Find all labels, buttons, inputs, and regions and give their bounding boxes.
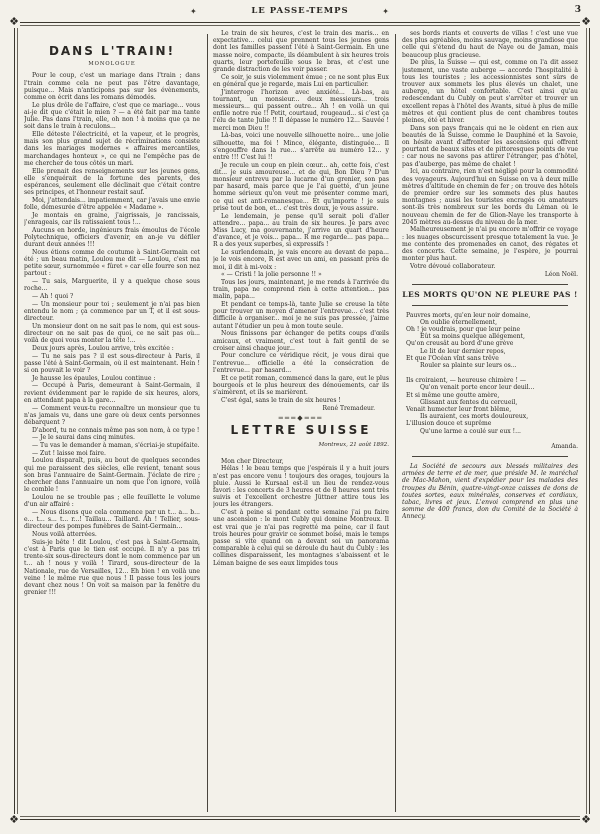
masthead-title: LE PASSE-TEMPS	[251, 6, 349, 16]
corner-ornament-bottom-left: ❖	[9, 813, 19, 826]
poem-line: Qu'une larme a coulé sur eux !...	[420, 427, 521, 435]
paragraph: J'interroge l'horizon avec anxiété... Là-bas, au tournant, un monsieur... deux messieurs... trois messieurs... qui passent outre... Ah ! en voilà un qui enfile notre rue !! Petit, courtaud, rougeaud... si c'est ça l'élu de tante Julie !! Il dépasse le numéro 12... Sauvée ! merci mon Dieu !!	[213, 88, 389, 132]
paragraph: C'est égal, sans le train de six heures !	[221, 396, 341, 404]
closing-notice: La Société de secours aux blessés militaires des armées de terre et de mer, que préside M. le maréchal de Mac-Mahon, vient d'expédier pour les malades des troupes du Bénin, quatre-vingt-onze caisses de dons de toutes sortes, eaux minérales, conserves et cordiaux, tabac, livres et jeux. L'envoi comprend en plus une somme de 400 francs, don du Comité de la Société à Annecy.	[402, 463, 578, 521]
poem-line: On oublie éternellement,	[420, 318, 498, 326]
page-number: 3	[574, 5, 582, 15]
paragraph: Elle déteste l'électricité, et la vapeur, et le progrès, mais son plus grand sujet de récriminations consiste dans les mariages modernes « affaires mercantiles, marchandages honteux », ce qui ne l'empêche pas de me chercher de tous côtés un mari.	[24, 131, 200, 167]
paragraph: — Tu sais, Marguerite, il y a quelque chose sous roche...	[24, 278, 200, 293]
paragraph: Et pendant ce temps-là, tante Julie se creuse la tête pour trouver un moyen d'amener l'entrevue... c'est très difficile à organiser... moi je ne suis pas pressée, j'aime autant l'étudier un peu à mon toute seule.	[213, 301, 389, 330]
poem-line: Rouler sa plainte sur leurs os...	[420, 362, 517, 370]
paragraph: — Un monsieur pour toi ; seulement je n'ai pas bien entendu le nom ; ça commence par un T, et il est sous-directeur.	[24, 300, 200, 323]
paragraph: Votre dévoué collaborateur.	[410, 263, 496, 270]
paragraph: Et ce petit roman, commencé dans la gare, eut le plus bourgeois et le plus heureux des dénouements, car ils s'aimèrent, et ils se marièrent.	[213, 374, 389, 396]
article-signature: René Tremadeur.	[322, 404, 375, 412]
column-middle	[213, 30, 389, 810]
header-ornament-right: ✦	[382, 7, 390, 16]
paragraph: ses bords riants et couverts de villas ! c'est une vue des plus agréables, moins sauvage, moins grandiose que celle qui s'étend du haut de Naye ou de Jaman, mais beaucoup plus gracieuse.	[402, 30, 578, 59]
paragraph: Je montais en graine, j'aigrissais, je rancissais, j'enrageais, car ils ratissaient tous !...	[24, 211, 200, 226]
paragraph: Nous voilà atterrées.	[32, 531, 97, 538]
paragraph: Loulou ne se trouble pas ; elle feuillette le volume d'un air affairé :	[24, 493, 200, 509]
paragraph: C'est à peine si pendant cette semaine j'ai pu faire une ascension : le mont Cubly qui domine Montreux. Il est vrai que je n'ai pas regretté ma peine, car il faut trois heures pour gravir ce sommet boisé, mais le temps passe si vite quand on a devant soi un panorama comparable à celui qui se déroule du haut du Cubly : les collines disparaissent, les montagnes s'abaissent et le Léman baigne de ses eaux limpides tous	[213, 509, 389, 567]
paragraph: De plus, la Suisse — qui est, comme on l'a dit assez justement, une vaste auberge — accorde l'hospitalité à tous les touristes ; les accessionnistes sont sûrs de trouver aux sommets les plus élevés un chalet, une auberge, un hôtel confortable. C'est ainsi qu'au redescendant du Cubly on peut s'arrêter et trouver un excellent repas à l'hôtel des Avants, situé à plus de mille mètres et qui contient plus de cent chambres toutes pleines, été et hiver.	[402, 59, 578, 124]
poem-line: Ils auraient, ces morts douloureux,	[420, 413, 529, 421]
corner-ornament-bottom-right: ❖	[581, 813, 591, 826]
poem-line: Eût sa moins quelque allégement,	[420, 333, 525, 341]
paragraph: — Nous disons que cela commence par un t... a... b... e... t... s... t... r...! Taillau... Taillard. Ah ! Tellier, sous-directeur des pompes funèbres de Saint-Germain...	[24, 508, 200, 531]
poem-title: LES MORTS QU'ON NE PLEURE PAS !	[402, 290, 578, 300]
poem-line: Venait humecter leur front blême,	[406, 406, 512, 414]
paragraph: Hélas ! le beau temps que j'espérais il y a huit jours n'est pas encore venu ! toujours des orages, toujours la pluie. Aussi le Kursaal est-il un lieu de rendez-vous favori : les concerts de 3 heures et de 8 heures sont très suivis et l'excellent orchestre Jüttner attire tous les jours les étrangers.	[213, 465, 389, 509]
poem-line: L'illusion douce et suprême	[406, 420, 492, 428]
paragraph: Moi, j'attendais... impatiemment, car j'avais une envie folle, démesurée d'être appelée « Madame ».	[24, 196, 200, 212]
paragraph: Loulou disparaît, puis, au bout de quelques secondes qui me paraissent des siècles, elle revient, tenant sous son bras l'annuaire de Saint-Germain. J'éclate de rire ; chercher dans l'annuaire un nom que l'on ignore, voilà le comble !	[24, 457, 200, 494]
paragraph: Tous les jours, maintenant, je me rends à l'arrivée du train, papa ne comprend rien à cette attention... pas malin, papa...	[213, 278, 389, 301]
paragraph: « — Cristi ! la jolie personne !! »	[221, 271, 322, 279]
paragraph: — Comment veux-tu reconnaître un monsieur que tu n'as jamais vu, dans une gare où deux cents personnes débarquent ?	[24, 404, 200, 426]
page-header	[10, 2, 590, 20]
letter-salutation: Mon cher Directeur,	[221, 457, 284, 465]
letter-dateline: Montreux, 21 août 1892.	[318, 442, 389, 449]
paragraph: — Je le saurai dans cinq minutes.	[32, 434, 135, 442]
paragraph: Deux jours après, Loulou arrive, très excitée :	[32, 344, 174, 352]
paragraph: Là-bas, voici une nouvelle silhouette noire... une jolie silhouette, ma foi ! Mince, élégante, distinguée... Il s'engouffre dans la rue... s'arrête au numéro 12... y entre !!! C'est lui !!	[213, 132, 389, 161]
paragraph: Le lendemain, je pense qu'il serait poli d'aller attendre... papa... au train de six heures. Je pars avec Miss Lucy, ma gouvernante, j'arrive un quart d'heure d'avance, et je vois... papa... R me regarde... pas papa... R a des yeux superbes, si expressifs !	[213, 212, 389, 249]
poem-line: Glissant aux fentes du cercueil,	[420, 398, 518, 406]
paragraph: Je hausse les épaules, Loulou continue :	[32, 374, 156, 382]
corner-ornament-top-left: ❖	[9, 15, 19, 28]
paragraph: Nous finissons par échanger de petits coups d'œils amicaux, et vraiment, c'est tout à fait gentil de se croiser ainsi chaque jour...	[213, 330, 389, 352]
poem-line: Ils croiraient, — heureuse chimère ! —	[406, 377, 526, 385]
paragraph: Malheureusement je n'ai pu encore m'offrir ce voyage : les nuages obscurcissent presque totalement la vue. Je me contente des promenades en canot, des régates et des concerts. Cette semaine, je l'espère, je pourrai monter plus haut.	[402, 226, 578, 263]
paragraph: — Zut ! laisse moi faire.	[32, 449, 106, 457]
paragraph: Un monsieur dont on ne sait pas le nom, qui est sous-directeur on ne sait pas de quoi, ce ne sait pas où... voilà de quoi vous monter la tête !...	[24, 322, 200, 345]
poem-stanza	[406, 377, 578, 435]
paragraph: D'abord, tu ne connais même pas son nom, à ce type !	[32, 426, 200, 434]
column-divider-2	[395, 34, 396, 812]
paragraph: Pour conclure ce véridique récit, je vous dirai que l'entrevue... officielle a été la consécration de l'entrevue... par hasard...	[213, 352, 389, 374]
poem-line: Et si même une goutte amère,	[406, 391, 500, 399]
section-separator: ═══◆═══	[278, 414, 324, 423]
column-divider-1	[207, 34, 208, 812]
letter-signature: Léon Noël.	[544, 271, 578, 279]
paragraph: Ici, au contraire, rien n'est négligé pour la commodité des voyageurs. Aujourd'hui en Suisse on va à deux mille mètres d'altitude en chemin de fer ; on trouve des hôtels de premier ordre sur les sommets des plus hautes montagnes ; aussi les touristes encragés ou amateurs sont-ils très nombreux sur les bords du Léman où le nouveau chemin de fer de Glion-Naye les transporte à 2045 mètres au-dessus du niveau de la mer.	[402, 168, 578, 226]
closing-rule	[412, 456, 568, 457]
poem-rule	[412, 305, 568, 306]
poem-line: Le lit de leur dernier repos,	[420, 347, 506, 355]
poem-line: Qu'on creusât au bord d'une grève	[406, 340, 514, 348]
paragraph: — Ah ! quoi ?	[32, 293, 74, 300]
paragraph: Nous étions comme de coutume à Saint-Germain cet été ; un beau matin, Loulou me dit — Loulou, c'est ma petite sœur, surnommée « fûret » car elle fourre son nez partout :	[24, 248, 200, 278]
poem-line: Et que l'Océan vînt sans trêve	[406, 354, 499, 362]
paragraph: Suis-je bête ! dit Loulou, c'est pas à Saint-Germain, c'est à Paris que le tien est occupé. Il n'y a pas tri trente-six sous-directeurs dont le nom commence par un t... ah ! nous y voilà ! Tirard, sous-directeur de la Nationale, rue de Versailles, 12... Eh bien ! en voilà une veine ! le même rue que nous ! Il passe tous les jours devant chez nous ! On voit sa maison par la fenêtre du grenier !!!	[24, 538, 200, 597]
column-left	[24, 30, 200, 810]
paragraph: Dans son pays français qui ne le cèdent en rien aux beautés de la Suisse, comme le Dauphiné et la Savoie, on hésite avant d'affronter les ascensions qui offrent pourtant de beaux sites et de pittoresques points de vue : car nous ne savons pas attirer l'étranger, pas d'hôtel, pas d'auberge, pas même de chalet !	[402, 124, 578, 168]
paragraph: Elle prenait des renseignements sur les jeunes gens, elle s'enquérait de la fortune des parents, des espérances, seulement elle déclinait que c'était contre ses principes, et l'honneur restait sauf.	[24, 167, 200, 197]
paragraph: Le train de six heures, c'est le train des maris... en expectative... celui que prennent tous les jeunes gens dont les familles passent l'été à Saint-Germain. En une masse noire, compacte, ils déambulent à six heures trois quarts, leur portefeuille sous le bras, et c'est une grande distraction de les voir passer.	[213, 30, 389, 74]
section-rule	[412, 284, 568, 285]
paragraph: Le plus drôle de l'affaire, c'est que ce mariage... vous ai-je dit que c'était le mien ? — a été fait par ma tante Julie. Pas dans l'train, elle, oh non ! à moins que ça ne soit dans le train à reculons...	[24, 101, 200, 131]
column-right	[402, 30, 578, 810]
paragraph: Aucuns en horde, ingénieurs frais émoulus de l'école Polytechnique, officiers d'avenir, en an-je vu défiler durant deux années !!!	[24, 226, 200, 249]
corner-ornament-top-right: ❖	[581, 15, 591, 28]
paragraph: Le surlendemain, je vais encore au devant de papa... je le vois encore, R est avec un ami, en passant près de moi, il dit à mi-voix :	[213, 249, 389, 271]
paragraph: Je recule un coup en plein cœur... ah, cette fois, c'est dit... je suis amoureuse... et de qui, Bon Dieu ? D'un monsieur entrevu par la lucarne d'un grenier, son pas par hasard, mais parce que je l'ai guetté, d'un jeune homme sérieux qu'on veut me présenter comme mari, ce qui est anti-romanesque... Et qu'importe ! je suis prise tout de bon, et... c'est très doux, je vous assure.	[213, 161, 389, 212]
poem-stanza	[406, 312, 578, 370]
letter-continued-body	[402, 30, 578, 270]
paragraph: — Occupé à Paris, demeurant à Saint-Germain, il revient évidemment par le rapide de six heures, alors, en attendant papa à la gare...	[24, 382, 200, 404]
article-continued-body	[213, 30, 389, 404]
paragraph: Ce soir, je suis violemment émue ; ce ne sont plus Eux en général que je regarde, mais Lui en particulier.	[213, 73, 389, 88]
poem	[406, 312, 578, 435]
article-body	[24, 72, 200, 596]
poem-line: Qu'on venait porte encor leur deuil...	[420, 384, 535, 392]
article-subtitle: MONOLOGUE	[88, 61, 136, 68]
paragraph: Pour le coup, c'est un mariage dans l'train ; dans l'train comme cela ne peut pas l'être davantage, puisque... Mais n'anticipons pas sur les évènements, comme on écrit dans les romans démodés.	[24, 72, 200, 102]
paragraph: — Tu ne sais pas ? il est sous-directeur à Paris, il passe l'été à Saint-Germain, où il est maintenant. Hein ! si on pouvait le voir ?	[24, 352, 200, 375]
poem-line: Pauvres morts, qu'en leur noir domaine,	[406, 311, 531, 319]
letter-title: LETTRE SUISSE	[230, 423, 372, 438]
article-title: DANS L'TRAIN!	[48, 44, 176, 58]
header-ornament-left: ✦	[190, 7, 198, 16]
letter-body	[213, 465, 389, 566]
paragraph: — Tu vas le demander à maman, s'écriai-je stupéfaite.	[32, 442, 200, 450]
poem-signature: Amanda.	[551, 442, 578, 450]
poem-line: Oh ! je voudrais, pour que leur peine	[406, 326, 521, 334]
